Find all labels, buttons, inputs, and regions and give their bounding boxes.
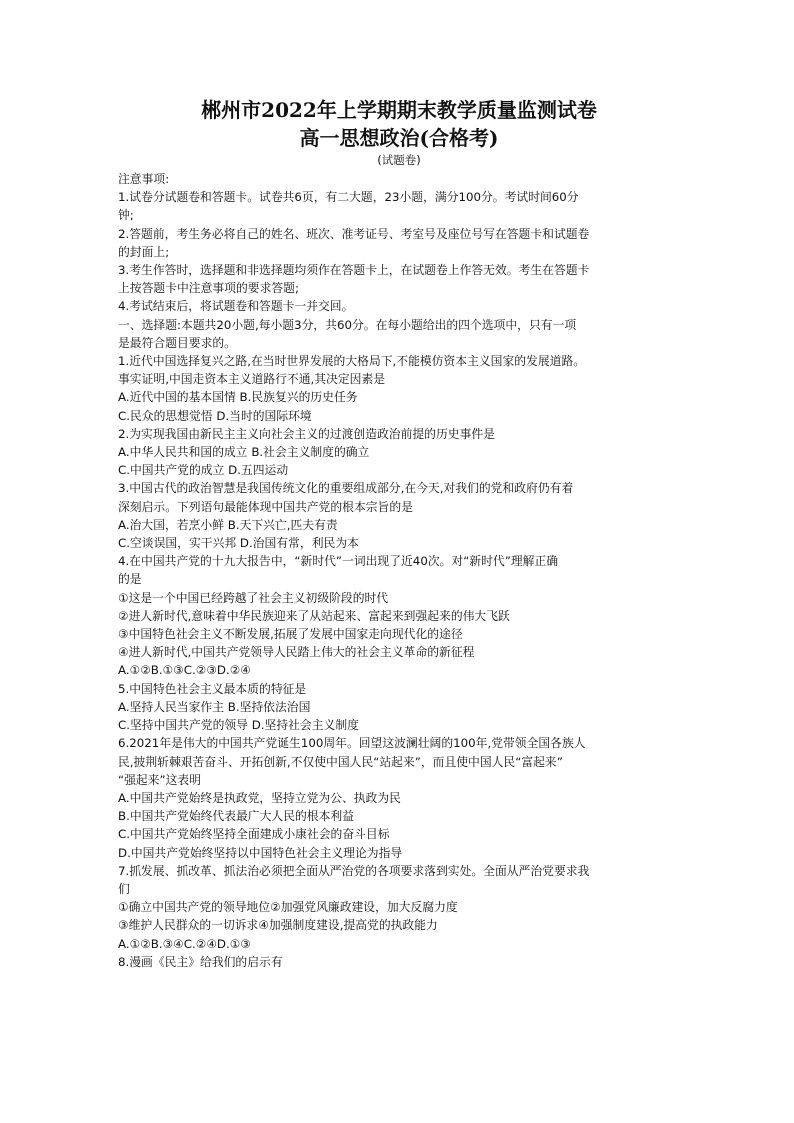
text-line: D.中国共产党始终坚持以中国特色社会主义理论为指导 — [118, 845, 403, 860]
text-line: C.中国共产党始终坚持全面建成小康社会的奋斗目标 — [118, 827, 390, 842]
exam-title-line2: 高一思想政治(合格考) — [299, 126, 499, 150]
text-line: 们 — [118, 881, 130, 896]
text-line: ①确立中国共产党的领导地位②加强党风廉政建设，加大反腐力度 — [118, 900, 458, 915]
text-line: C.中国共产党的成立 D.五四运动 — [118, 463, 289, 478]
exam-subtitle: (试题卷) — [377, 153, 421, 167]
text-line: 深刻启示。下列语句最能体现中国共产党的根本宗旨的是 — [118, 499, 413, 514]
text-line: ②进人新时代,意味着中华民族迎来了从站起来、富起来到强起来的伟大飞跃 — [118, 608, 510, 623]
text-line: 民,披荆斩棘艰苦奋斗、开拓创新,不仅使中国人民“站起来”，而且使中国人民“富起来” — [118, 754, 563, 769]
text-line: ①这是一个中国已经跨越了社会主义初级阶段的时代 — [118, 590, 389, 605]
text-line: 的是 — [118, 572, 142, 587]
text-line: 事实证明,中国走资本主义道路行不通,其决定因素是 — [118, 372, 386, 387]
text-line: 1.试卷分试题卷和答题卡。试卷共6页，有二大题，23小题，满分100分。考试时间60分 — [118, 190, 579, 205]
exam-paper — [118, 96, 680, 971]
text-line: B.中国共产党始终代表最广大人民的根本利益 — [118, 809, 354, 824]
text-line: 钟; — [118, 208, 134, 223]
text-line: ③维护人民群众的一切诉求④加强制度建设,提高党的执政能力 — [118, 918, 438, 933]
exam-body — [118, 170, 680, 971]
text-line: 上按答题卡中注意事项的要求答题; — [118, 281, 299, 296]
text-line: 2.为实现我国由新民主主义向社会主义的过渡创造政治前提的历史事件是 — [118, 426, 495, 441]
text-line: “强起来”这表明 — [118, 772, 202, 787]
text-line: A.治大国，若烹小鲜 B.天下兴亡,匹夫有责 — [118, 517, 338, 532]
text-line: A.坚持人民当家作主 B.坚持依法治国 — [118, 699, 311, 714]
text-line: 一、选择题:本题共20小题,每小题3分，共60分。在每小题给出的四个选项中，只有一项 — [118, 317, 577, 332]
text-line: 6.2021年是伟大的中国共产党诞生100周年。回望这波澜壮阔的100年,党带领全国各族人 — [118, 736, 586, 751]
text-line: 4.考试结束后，将试题卷和答题卡一并交回。 — [118, 299, 354, 314]
text-line: 7.抓发展、抓改革、抓法治必须把全面从严治党的各项要求落到实处。全面从严治党要求我 — [118, 863, 590, 878]
text-line: ③中国特色社会主义不断发展,拓展了发展中国家走向现代化的途径 — [118, 627, 463, 642]
text-line: A.中国共产党始终是执政党，坚持立党为公、执政为民 — [118, 790, 401, 805]
text-line: 5.中国特色社会主义最本质的特征是 — [118, 681, 307, 696]
text-line: 的封面上; — [118, 244, 170, 259]
text-line: A.①②B.③④C.②④D.①③ — [118, 936, 251, 951]
exam-title-line1: 郴州市2022年上学期期末教学质量监测试卷 — [201, 98, 597, 122]
text-line: C.空谈误国，实干兴邦 D.治国有常，利民为本 — [118, 536, 359, 551]
text-line: A.中华人民共和国的成立 B.社会主义制度的确立 — [118, 445, 370, 460]
text-line: 是最符合题目要求的。 — [118, 335, 236, 350]
text-line: A.①②B.①③C.②③D.②④ — [118, 663, 251, 678]
text-line: 4.在中国共产党的十九大报告中，“新时代”一词出现了近40次。对“新时代”理解正确 — [118, 554, 559, 569]
text-line: 2.答题前，考生务必将自己的姓名、班次、准考证号、考室号及座位号写在答题卡和试题卷 — [118, 226, 590, 241]
text-line: 1.近代中国选择复兴之路,在当时世界发展的大格局下,不能模仿资本主义国家的发展道路。 — [118, 354, 586, 369]
text-line: A.近代中国的基本国情 B.民族复兴的历史任务 — [118, 390, 358, 405]
text-line: C.坚持中国共产党的领导 D.坚持社会主义制度 — [118, 718, 359, 733]
text-line: C.民众的思想觉悟 D.当时的国际环境 — [118, 408, 312, 423]
text-line: ④进人新时代,中国共产党领导人民踏上伟大的社会主义革命的新征程 — [118, 645, 475, 660]
text-line: 3.考生作答时，选择题和非选择题均须作在答题卡上，在试题卷上作答无效。考生在答题卡 — [118, 263, 590, 278]
text-line: 注意事项: — [118, 172, 170, 186]
text-line: 3.中国古代的政治智慧是我国传统文化的重要组成部分,在今天,对我们的党和政府仍有着 — [118, 481, 574, 496]
text-line: 8.漫画《民主》给我们的启示有 — [118, 954, 283, 969]
